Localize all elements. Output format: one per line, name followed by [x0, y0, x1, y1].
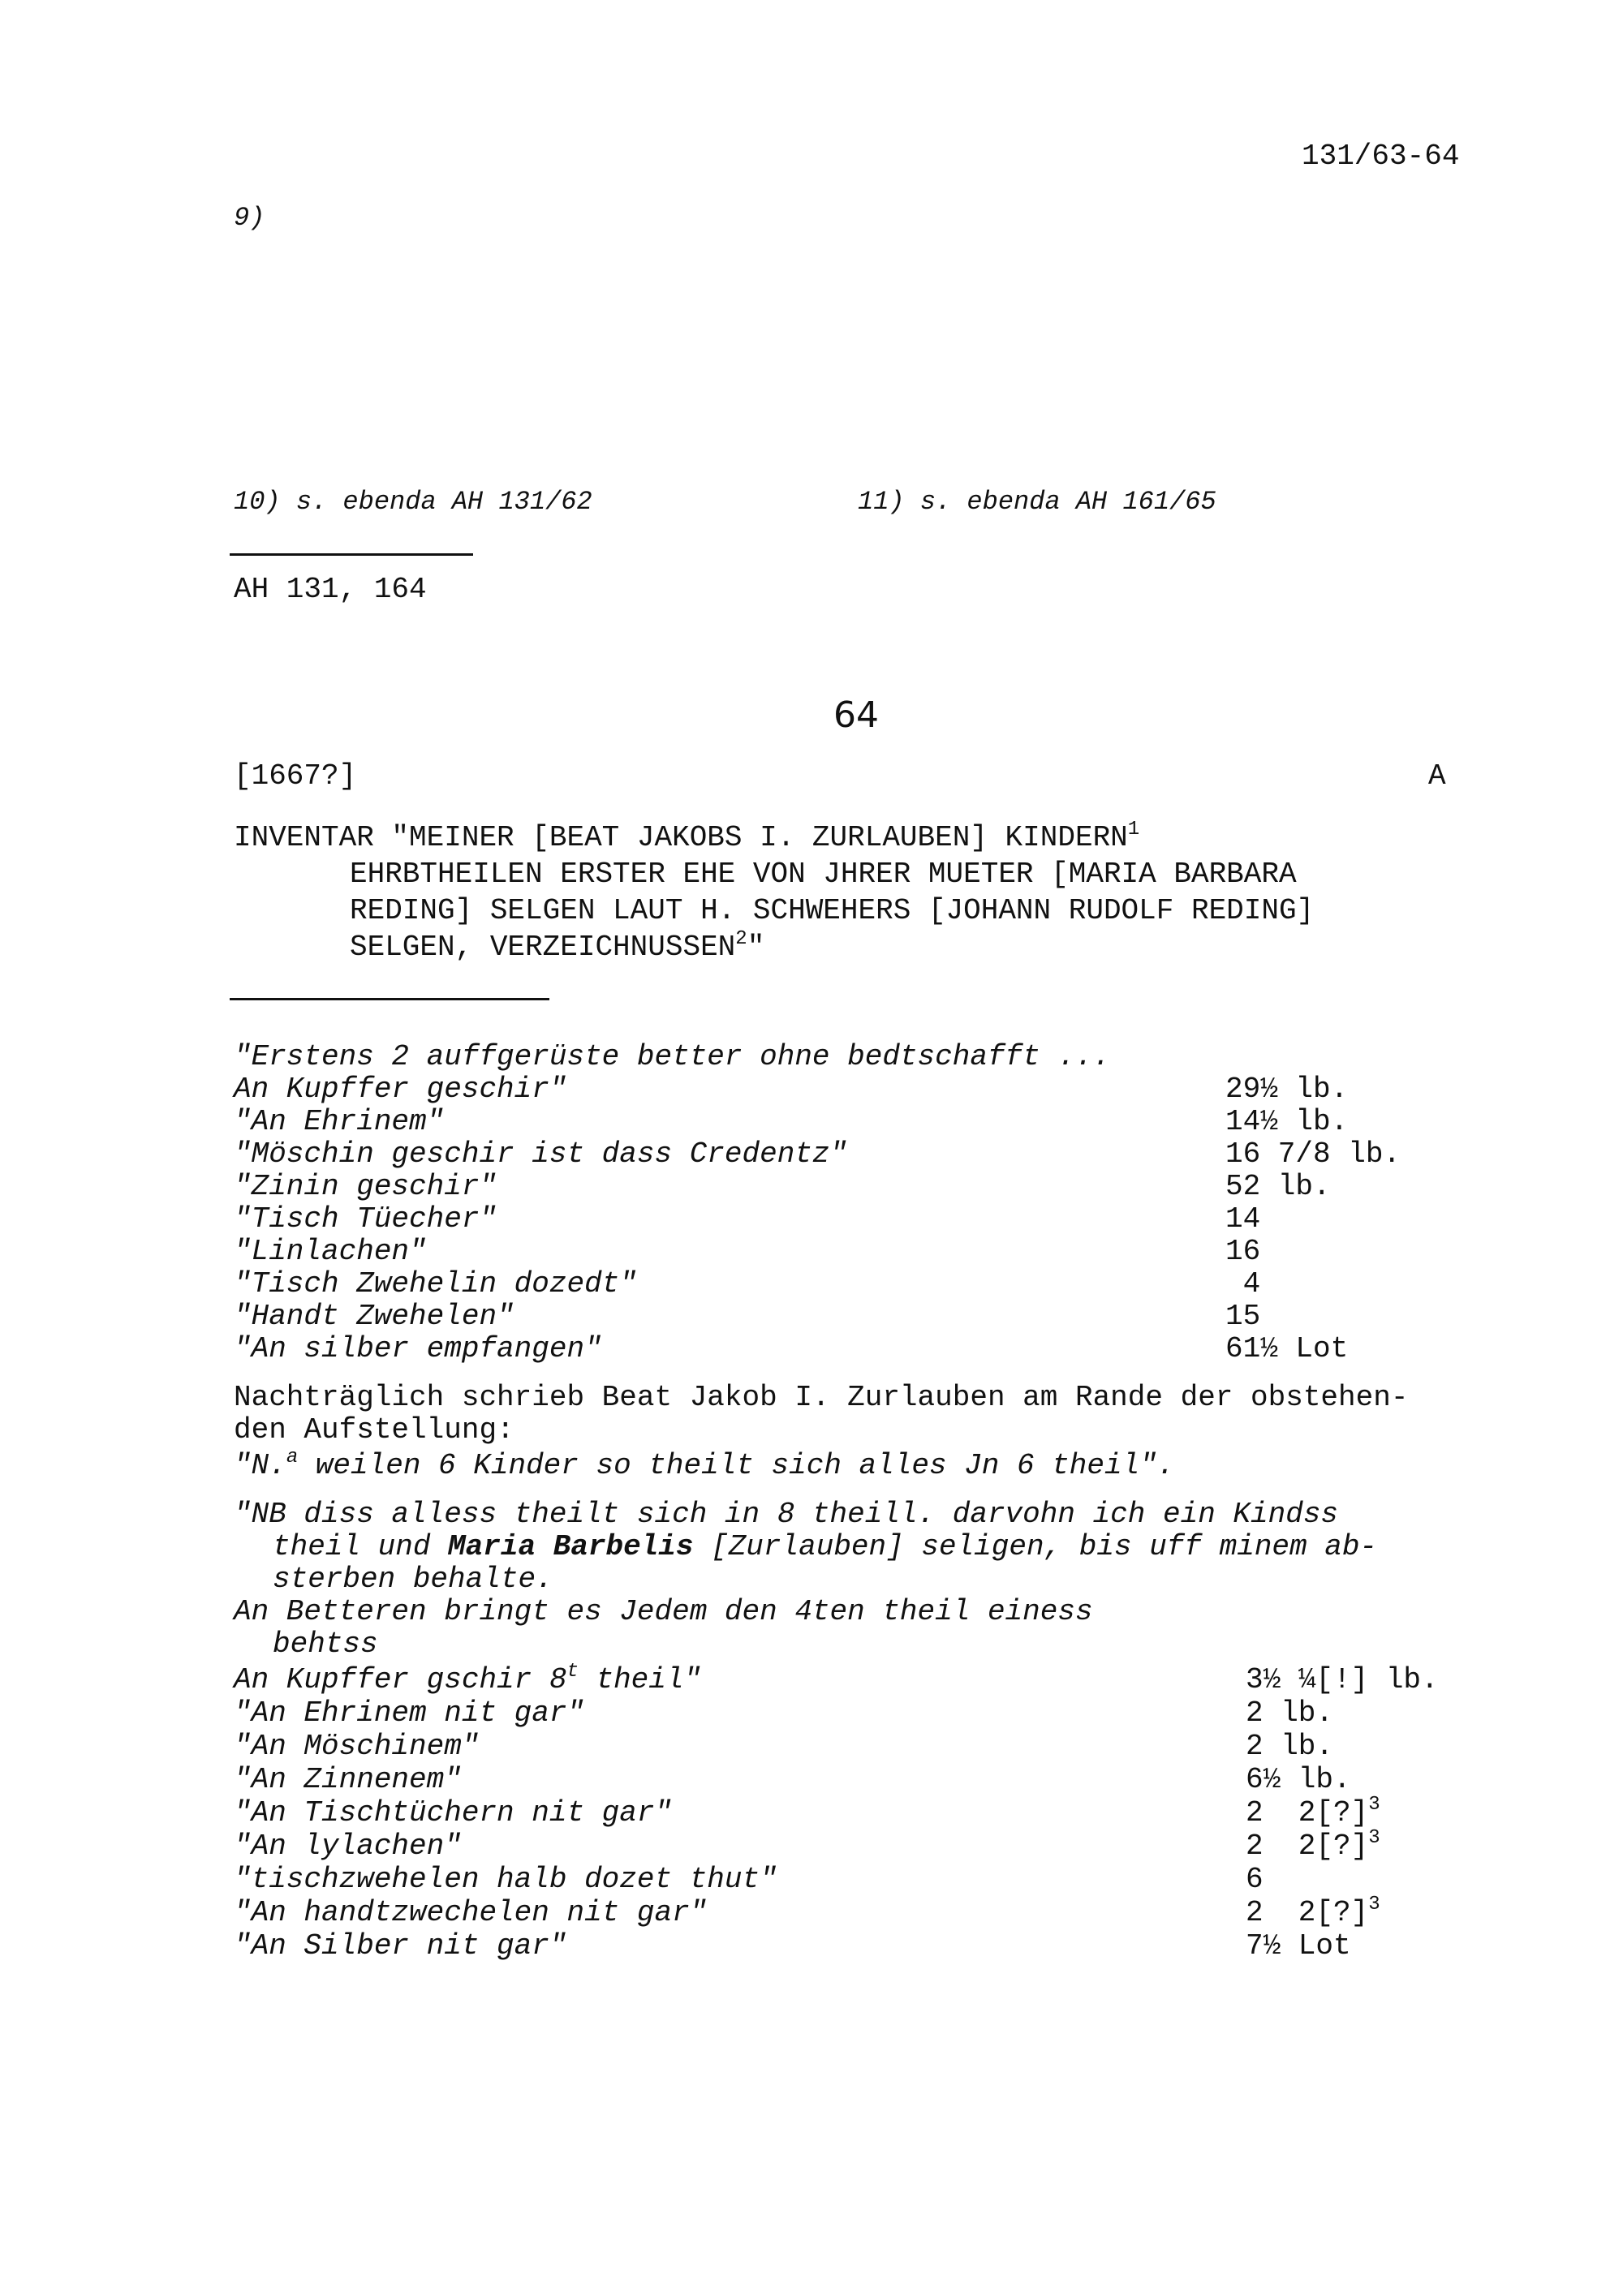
item-value	[1225, 1073, 1348, 1106]
list-item	[234, 1332, 1451, 1365]
item-value	[1225, 1300, 1260, 1333]
item-label-text: "An Ehrinem nit gar"	[234, 1696, 585, 1730]
note-line-1: Nachträglich schrieb Beat Jakob I. Zurlauben am Rande der obstehen-	[234, 1381, 1409, 1414]
item-label	[234, 1267, 637, 1301]
separator-rule-title	[230, 998, 549, 1000]
title-line-4	[350, 928, 765, 964]
list-item	[234, 1929, 1451, 1962]
item-label	[234, 1763, 462, 1796]
item-label	[234, 1730, 479, 1763]
item-value-text: 2 2[?]	[1246, 1896, 1369, 1929]
item-value-sup: 3	[1368, 1827, 1380, 1849]
item-label	[234, 1663, 701, 1696]
item-label-end: theil"	[578, 1663, 702, 1696]
item-value	[1246, 1863, 1264, 1896]
list-item	[234, 1763, 1451, 1795]
nb-line-1: "NB diss alless theilt sich in 8 theill. darvohn ich ein Kindss	[234, 1498, 1339, 1531]
item-value	[1246, 1796, 1380, 1829]
list-item	[234, 1663, 1451, 1696]
list-item	[234, 1202, 1451, 1235]
item-value-text: 4	[1225, 1267, 1261, 1301]
note-quote	[234, 1449, 1174, 1482]
item-value-text: 3½ ¼[!] lb.	[1246, 1663, 1439, 1696]
item-value-text: 29½ lb.	[1225, 1073, 1349, 1106]
list-item	[234, 1730, 1451, 1762]
nb-line-2	[273, 1530, 1377, 1563]
item-label-text: "Möschin geschir ist dass Credentz"	[234, 1137, 848, 1171]
item-label	[234, 1863, 777, 1896]
list-item	[234, 1863, 1451, 1895]
item-value-text: 16 7/8 lb.	[1225, 1137, 1401, 1171]
item-label-text: "Tisch Zwehelin dozedt"	[234, 1267, 637, 1301]
item-value	[1225, 1170, 1331, 1203]
list-item	[234, 1137, 1451, 1170]
title-line-2: EHRBTHEILEN ERSTER EHE VON JHRER MUETER [MARIA BARBARA	[350, 858, 1297, 891]
title-line-3: REDING] SELGEN LAUT H. SCHWEHERS [JOHANN RUDOLF REDING]	[350, 894, 1315, 927]
item-value-text: 52 lb.	[1225, 1170, 1331, 1203]
list-item	[234, 1896, 1451, 1928]
item-label-text: "An Tischtüchern nit gar"	[234, 1796, 673, 1829]
item-value-text: 14½ lb.	[1225, 1105, 1349, 1138]
list1-intro: "Erstens 2 auffgerüste better ohne bedtschafft ...	[234, 1040, 1111, 1073]
note-line-2: den Aufstellung:	[234, 1413, 514, 1447]
list-item	[234, 1696, 1451, 1729]
list-item	[234, 1170, 1451, 1202]
item-label-text: "An silber empfangen"	[234, 1332, 602, 1365]
item-value	[1225, 1105, 1348, 1138]
list-item	[234, 1073, 1451, 1105]
item-value	[1246, 1763, 1351, 1796]
item-label-text: "Linlachen"	[234, 1235, 427, 1268]
list-item	[234, 1300, 1451, 1332]
title-line-1-text: INVENTAR "MEINER [BEAT JAKOBS I. ZURLAUBEN] KINDERN	[234, 821, 1128, 854]
item-label	[234, 1896, 707, 1929]
document-grade: A	[1428, 759, 1446, 793]
page-reference: 131/63-64	[1302, 140, 1460, 173]
item-value	[1246, 1896, 1380, 1929]
item-value	[1246, 1730, 1333, 1763]
item-label-text: An Kupffer gschir 8	[234, 1663, 567, 1696]
nb-line-3: sterben behalte.	[273, 1563, 553, 1596]
document-number: 64	[833, 694, 879, 736]
item-label-text: "Zinin geschir"	[234, 1170, 497, 1203]
separator-rule-top	[230, 553, 473, 556]
note-quote-start: "N.	[234, 1449, 286, 1482]
item-label	[234, 1202, 497, 1236]
item-value	[1225, 1202, 1260, 1236]
item-label	[234, 1696, 584, 1730]
item-label	[234, 1332, 602, 1365]
item-label-text: "Tisch Tüecher"	[234, 1202, 497, 1236]
document-date: [1667?]	[234, 759, 357, 793]
item-value-text: 15	[1225, 1300, 1261, 1333]
item-label	[234, 1929, 566, 1963]
nb-line-2-start: theil und	[273, 1530, 449, 1563]
item-label-text: "tischzwehelen halb dozet thut"	[234, 1863, 777, 1896]
item-value	[1225, 1267, 1260, 1301]
note-footnote-a: a	[286, 1447, 299, 1468]
item-label-text: "An Silber nit gar"	[234, 1929, 567, 1963]
nb-line-5: behtss	[273, 1627, 378, 1661]
item-label-text: "Handt Zwehelen"	[234, 1300, 514, 1333]
title-line-4-end: "	[747, 931, 765, 964]
item-label	[234, 1300, 514, 1333]
list-item	[234, 1105, 1451, 1137]
item-value	[1225, 1137, 1401, 1171]
item-value-text: 2 lb.	[1246, 1696, 1334, 1730]
item-value	[1246, 1929, 1351, 1963]
item-value-text: 61½ Lot	[1225, 1332, 1349, 1365]
item-label	[234, 1170, 497, 1203]
source-reference: AH 131, 164	[234, 573, 427, 606]
list-item	[234, 1829, 1451, 1862]
title-footnote-1: 1	[1127, 819, 1140, 841]
item-label-sup: t	[566, 1661, 579, 1683]
item-label-text: An Kupffer geschir"	[234, 1073, 567, 1106]
item-value	[1225, 1332, 1348, 1365]
item-value	[1225, 1235, 1260, 1268]
item-value-text: 2 2[?]	[1246, 1829, 1369, 1863]
item-value-text: 16	[1225, 1235, 1261, 1268]
item-value-text: 6	[1246, 1863, 1264, 1896]
title-line-1	[234, 821, 1139, 854]
item-label	[234, 1829, 462, 1863]
item-label-text: "An Ehrinem"	[234, 1105, 445, 1138]
list-item	[234, 1796, 1451, 1829]
list-item	[234, 1267, 1451, 1300]
footnote-11: 11) s. ebenda AH 161/65	[858, 487, 1216, 517]
item-value-text: 14	[1225, 1202, 1261, 1236]
footnote-9-marker: 9)	[234, 203, 265, 233]
title-line-4-text: SELGEN, VERZEICHNUSSEN	[350, 931, 736, 964]
list-item	[234, 1235, 1451, 1267]
nb-line-2-end: [Zurlauben] seligen, bis uff minem ab-	[693, 1530, 1378, 1563]
item-label-text: "An handtzwechelen nit gar"	[234, 1896, 708, 1929]
item-value-text: 2 2[?]	[1246, 1796, 1369, 1829]
nb-line-4: An Betteren bringt es Jedem den 4ten theil einess	[234, 1595, 1093, 1628]
nb-name-maria-barbelis: Maria Barbelis	[448, 1530, 694, 1563]
item-value	[1246, 1829, 1380, 1863]
item-value-sup: 3	[1368, 1894, 1380, 1915]
item-label	[234, 1137, 847, 1171]
note-quote-end: weilen 6 Kinder so theilt sich alles Jn 6 theil".	[298, 1449, 1175, 1482]
item-value-sup: 3	[1368, 1794, 1380, 1816]
item-label-text: "An lylachen"	[234, 1829, 462, 1863]
footnote-10: 10) s. ebenda AH 131/62	[234, 487, 592, 517]
item-label	[234, 1105, 444, 1138]
item-label	[234, 1235, 427, 1268]
item-value-text: 2 lb.	[1246, 1730, 1334, 1763]
item-value-text: 7½ Lot	[1246, 1929, 1351, 1963]
item-label-text: "An Zinnenem"	[234, 1763, 462, 1796]
item-value-text: 6½ lb.	[1246, 1763, 1351, 1796]
title-footnote-2: 2	[735, 928, 747, 950]
item-label	[234, 1073, 566, 1106]
item-value	[1246, 1663, 1439, 1696]
item-label-text: "An Möschinem"	[234, 1730, 480, 1763]
item-value	[1246, 1696, 1333, 1730]
item-label	[234, 1796, 672, 1829]
